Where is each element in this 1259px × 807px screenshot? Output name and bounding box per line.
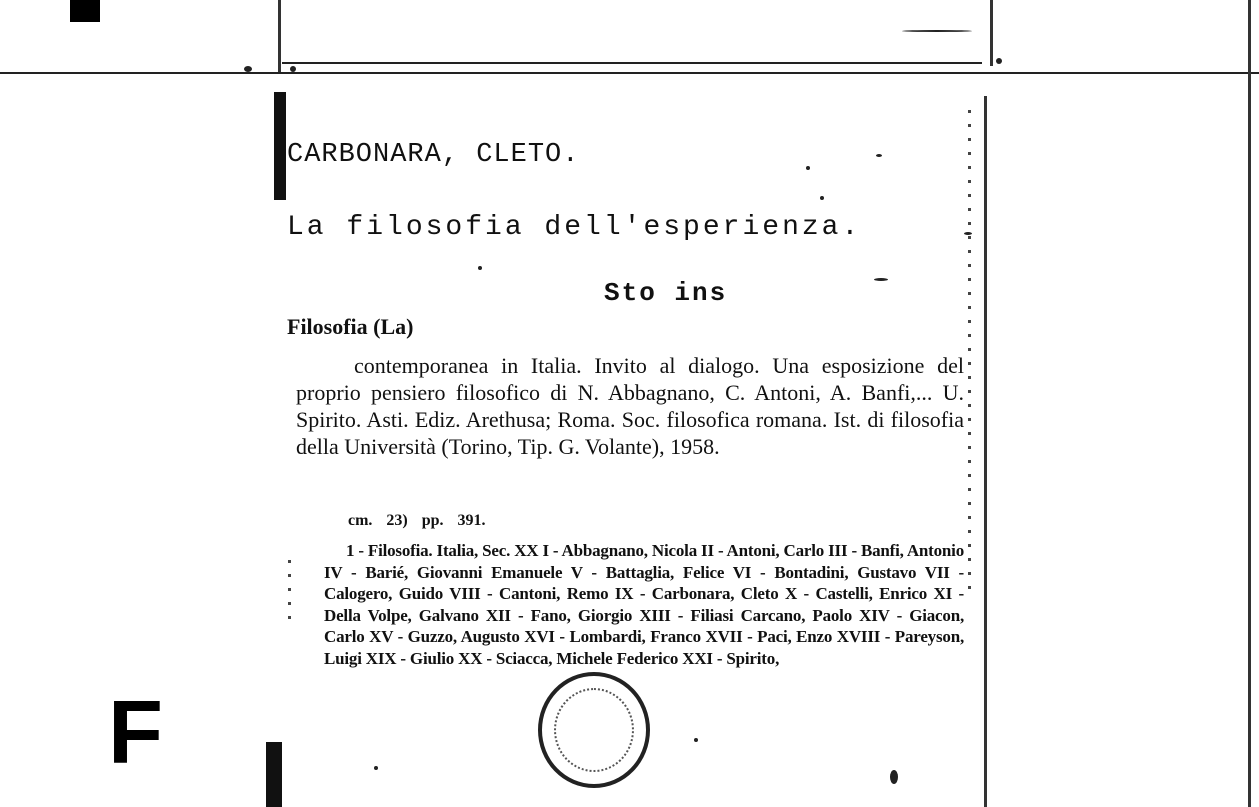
card-subjects: 1 - Filosofia. Italia, Sec. XX I - Abbagnano, Nicola II - Antoni, Carlo III - Banfi, Antonio IV - Barié, Giovanni Emanuele V - Battaglia, Felice VI - Bontadini, Gustavo VII - Calogero, Guido VIII - Cantoni, Remo IX - Carbonara, Cleto X - Castelli, Enrico XI - Della Volpe, Galvano XII - Fano, Giorgio XIII - Filiasi Carcano, Paolo XIV - Giacon, Carlo XV - Guzzo, Augusto XVI - Lombardi, Franco XVII - Paci, Enzo XVIII - Pareyson, Luigi XIX - Giulio XX - Sciacca, Michele Federico XXI - Spirito,	[324, 541, 964, 668]
top-partial-letter-mark	[70, 0, 100, 22]
card-right-dotted-edge	[968, 110, 971, 590]
speck	[996, 58, 1002, 64]
top-card-right-edge	[990, 0, 993, 66]
speck	[478, 266, 482, 270]
card-right-edge	[984, 96, 987, 807]
speck	[290, 66, 296, 72]
library-stamp-inner-ring	[554, 688, 634, 772]
speck	[874, 278, 888, 281]
speck	[374, 766, 378, 770]
card-description: contemporanea in Italia. Invito al dialogo. Una esposizione del proprio pensiero filosofico di N. Abbagnano, C. Antoni, A. Banfi,... U. Spirito. Asti. Ediz. Arethusa; Roma. Soc. filosofica romana. Ist. di filosofia della Università (Torino, Tip. G. Volante), 1958.	[296, 353, 964, 459]
margin-letter: F	[108, 683, 163, 783]
top-border-line	[0, 72, 1259, 74]
card-heading: Filosofia (La)	[287, 314, 414, 339]
speck	[964, 232, 972, 235]
top-card-left-edge	[278, 0, 281, 72]
speck	[876, 154, 882, 157]
card-status: Sto ins	[604, 278, 728, 308]
speck	[890, 770, 898, 784]
top-card-bottom-edge	[282, 62, 982, 64]
speck	[244, 66, 252, 72]
card-left-edge-mark	[274, 92, 286, 200]
speck	[902, 30, 972, 32]
library-stamp	[538, 672, 650, 788]
far-right-edge	[1248, 0, 1251, 807]
card-title: La filosofia dell'esperienza.	[287, 212, 862, 243]
speck	[694, 738, 698, 742]
speck	[820, 196, 824, 200]
left-dotted-edge	[288, 560, 291, 620]
card-author: CARBONARA, CLETO.	[287, 140, 580, 170]
speck	[806, 166, 810, 170]
card-left-bottom-mark	[266, 742, 282, 807]
card-collation: cm. 23) pp. 391.	[348, 512, 486, 529]
